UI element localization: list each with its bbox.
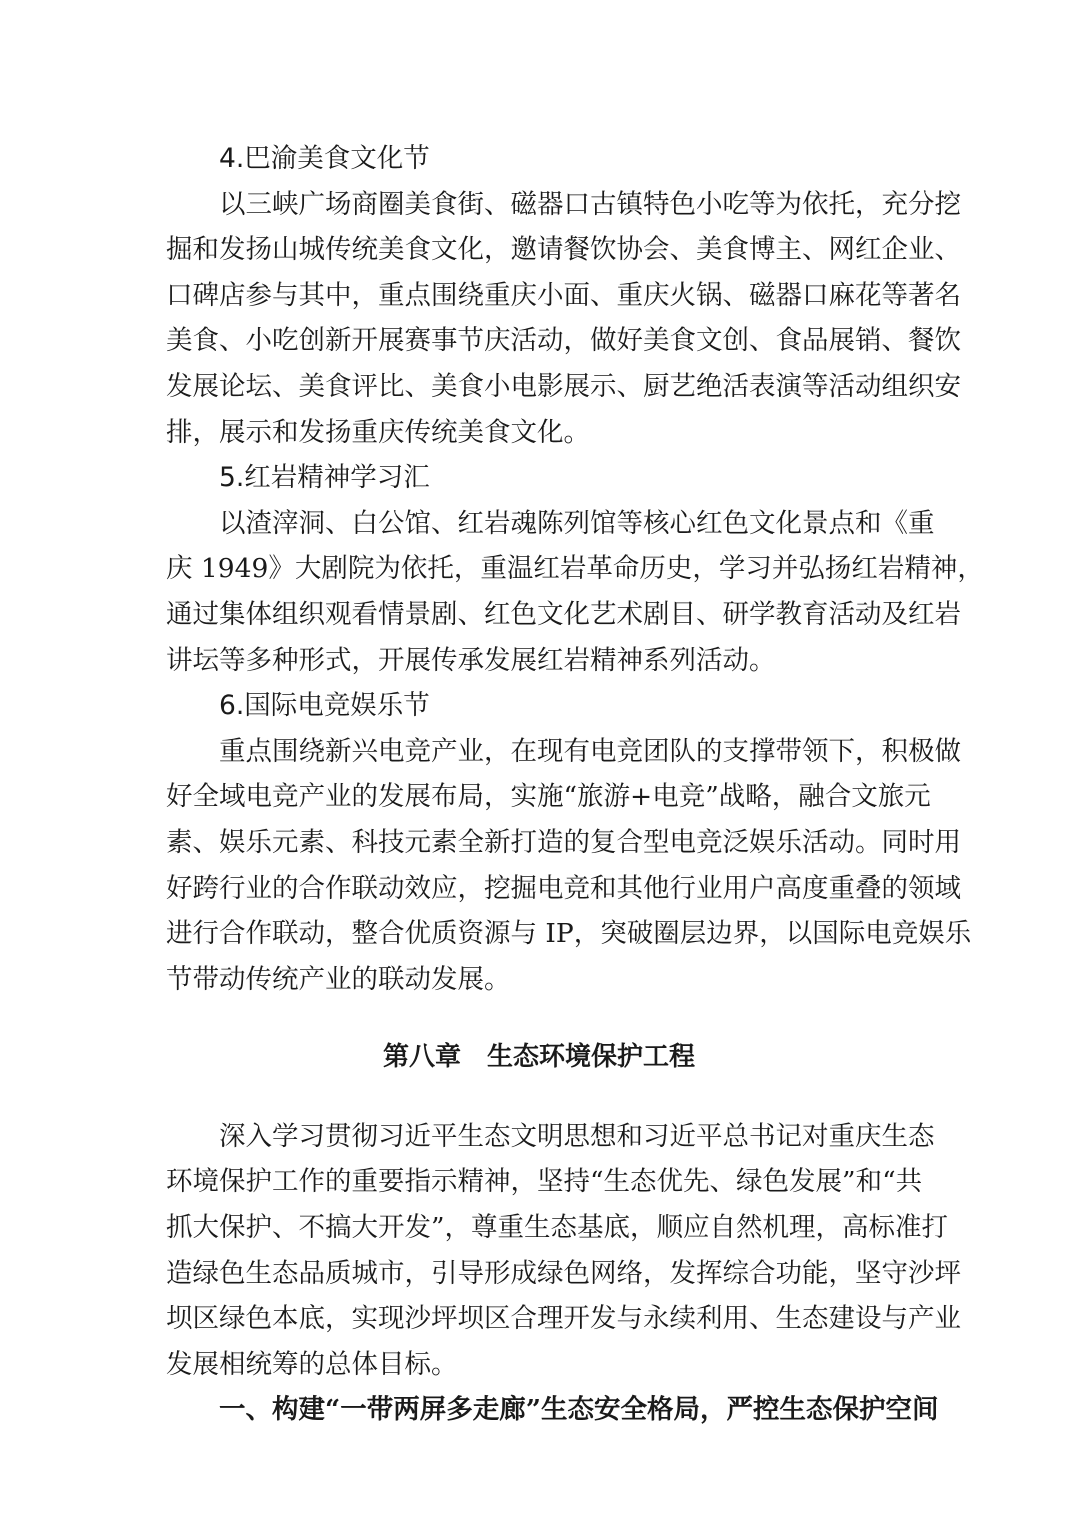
paragraph-line: 造绿色生态品质城市，引导形成绿色网络，发挥综合功能，坚守沙坪 — [166, 1257, 961, 1289]
paragraph-line: 口碑店参与其中，重点围绕重庆小面、重庆火锅、磁器口麻花等著名 — [166, 279, 961, 311]
paragraph-line: 素、娱乐元素、科技元素全新打造的复合型电竞泛娱乐活动。同时用 — [166, 826, 961, 858]
paragraph-line: 好全域电竞产业的发展布局，实施“旅游+电竞”战略，融合文旅元 — [166, 781, 931, 813]
section-5-title: 5.红岩精神学习汇 — [219, 462, 430, 494]
paragraph-line: 庆 1949》大剧院为依托，重温红岩革命历史，学习并弘扬红岩精神， — [166, 553, 984, 585]
paragraph-line: 重点围绕新兴电竞产业，在现有电竞团队的支撑带领下，积极做 — [219, 735, 961, 767]
paragraph-line: 抓大保护、不搞大开发”，尊重生态基底，顺应自然机理，高标准打 — [166, 1212, 949, 1244]
paragraph-line: 好跨行业的合作联动效应，挖掘电竞和其他行业用户高度重叠的领域 — [166, 872, 961, 904]
paragraph-line: 节带动传统产业的联动发展。 — [166, 963, 511, 995]
paragraph-line: 环境保护工作的重要指示精神，坚持“生态优先、绿色发展”和“共 — [166, 1166, 923, 1198]
paragraph-line: 通过集体组织观看情景剧、红色文化艺术剧目、研学教育活动及红岩 — [166, 598, 961, 630]
paragraph-line: 深入学习贯彻习近平生态文明思想和习近平总书记对重庆生态 — [219, 1120, 935, 1152]
paragraph-line: 以三峡广场商圈美食街、磁器口古镇特色小吃等为依托，充分挖 — [219, 188, 961, 220]
paragraph-line: 坝区绿色本底，实现沙坪坝区合理开发与永续利用、生态建设与产业 — [166, 1303, 961, 1335]
section-6-title: 6.国际电竞娱乐节 — [219, 690, 430, 722]
document-page — [166, 136, 984, 1433]
paragraph-line: 讲坛等多种形式，开展传承发展红岩精神系列活动。 — [166, 644, 776, 676]
paragraph-line: 进行合作联动，整合优质资源与 IP，突破圈层边界，以国际电竞娱乐 — [166, 918, 972, 950]
chapter-title: 第八章 生态环境保护工程 — [382, 1042, 695, 1073]
paragraph-line: 美食、小吃创新开展赛事节庆活动，做好美食文创、食品展销、餐饮 — [166, 325, 961, 357]
section-1-heading: 一、构建“一带两屏多走廊”生态安全格局，严控生态保护空间 — [219, 1394, 939, 1426]
paragraph-line: 以渣滓洞、白公馆、红岩魂陈列馆等核心红色文化景点和《重 — [219, 507, 935, 539]
paragraph-line: 排，展示和发扬重庆传统美食文化。 — [166, 416, 590, 448]
section-4-title: 4.巴渝美食文化节 — [219, 143, 430, 174]
section-6-paragraph — [166, 729, 972, 1003]
paragraph-line: 掘和发扬山城传统美食文化，邀请餐饮协会、美食博主、网红企业、 — [166, 234, 961, 266]
section-4-paragraph — [166, 182, 961, 456]
section-5-paragraph — [166, 501, 984, 683]
chapter-intro-paragraph — [166, 1114, 961, 1388]
paragraph-line: 发展论坛、美食评比、美食小电影展示、厨艺绝活表演等活动组织安 — [166, 370, 961, 402]
paragraph-line: 发展相统筹的总体目标。 — [166, 1348, 458, 1380]
